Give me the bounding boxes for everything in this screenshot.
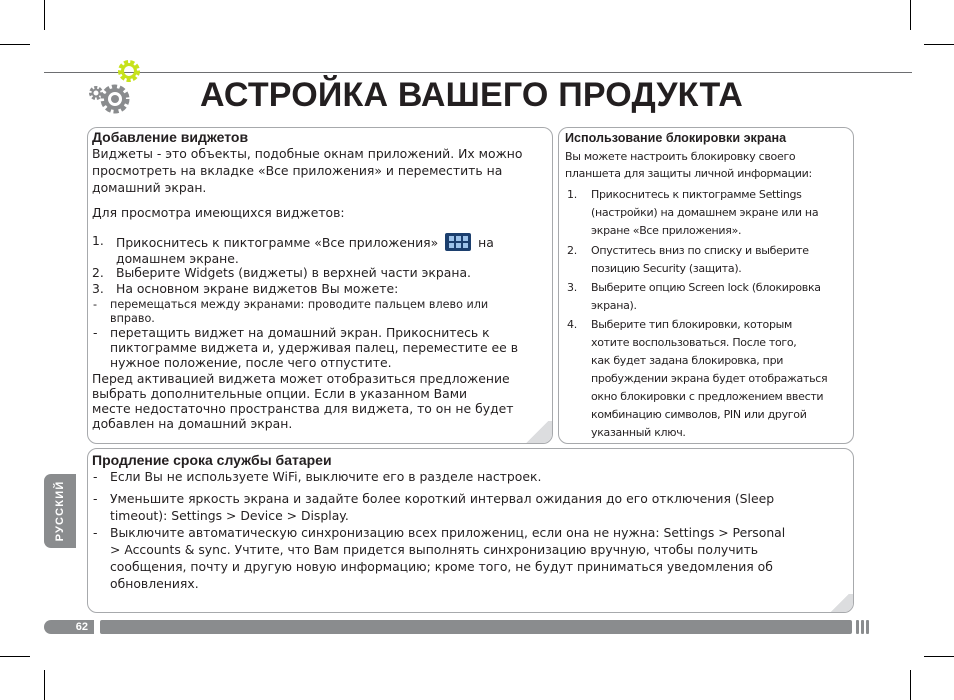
widgets-outro: Перед активацией виджета может отобразиться предложение выбрать дополнительные опции. Если в указанном Вами месте недостаточно пространства для виджета, то он не будет добавлен на домашний экран. — [92, 371, 514, 431]
footer-cap — [866, 620, 869, 634]
widgets-view-prompt: Для просмотра имеющихся виджетов: — [92, 205, 345, 220]
widgets-section: Добавление виджетов Виджеты - это объекты, подобные окнам приложений. Их можно просмотреть на вкладке «Все приложения» и переместить на домашний экран. Для просмотра имеющихся виджетов: 1. Прикоснитесь к пиктограмме «Все приложения» на домашнем экране. 2. Выберите Widgets (виджеты) в верхней части экрана. 3. На основном экране виджетов Вы можете: - перемещаться между экранами: проводите пальцем влево или вправо. - перетащить виджет на домашний экран. Прикоснитесь к пиктограмме виджета и, удерживая палец, переместите ее в нужное положение, после чего отпустите. Перед активацией виджета может отобразиться предложение выбрать дополнительные опции. Если в указанном Вами месте недостаточно пространства для виджета, то он не будет добавлен на домашний экран. — [87, 127, 553, 444]
gray-gear-icon — [91, 87, 128, 111]
header-rule — [44, 72, 912, 73]
crop-mark — [0, 44, 30, 45]
widgets-intro: Виджеты - это объекты, подобные окнам приложений. Их можно просмотреть на вкладке «Все приложения» и переместить на домашний экран. — [92, 146, 523, 195]
lock-intro: Вы можете настроить блокировку своего планшета для защиты личной информации: — [565, 150, 812, 180]
footer-cap — [861, 620, 864, 634]
green-gear-icon — [120, 62, 138, 80]
page-title: АСТРОЙКА ВАШЕГО ПРОДУКТА — [200, 76, 744, 114]
crop-mark — [44, 670, 45, 700]
page-curl — [827, 594, 853, 612]
language-tab: РУССКИЙ — [44, 474, 76, 548]
all-apps-icon — [445, 233, 471, 251]
crop-mark — [0, 656, 30, 657]
lock-heading: Использование блокировки экрана — [565, 131, 787, 145]
crop-mark — [910, 0, 911, 30]
battery-section: Продление срока службы батареи - Если Вы не используете WiFi, выключите его в разделе настроек. - Уменьшите яркость экрана и задайте более короткий интервал ожидания до его отключения (Sleep timeout): Settings > Device > Display. - Выключите автоматическую синхронизацию всех приложениц, если она не нужна: Settings > Personal > Accounts & sync. Учтите, что Вам придется выполнять синхронизацию вручную, чтобы получить сообщения, почту и другую новую информацию; кроме того, не будут приниматься уведомления об обновлениях. — [87, 448, 854, 613]
crop-mark — [924, 44, 954, 45]
crop-mark — [924, 656, 954, 657]
battery-heading: Продление срока службы батареи — [92, 452, 332, 468]
crop-mark — [910, 670, 911, 700]
widgets-heading: Добавление виджетов — [92, 129, 249, 145]
page-curl — [522, 421, 552, 443]
crop-mark — [44, 0, 45, 30]
footer-cap — [856, 620, 859, 634]
page-number-tab — [44, 620, 94, 634]
footer-bar — [100, 620, 852, 634]
page-number: 62 — [75, 621, 88, 633]
screen-lock-section: Использование блокировки экрана Вы можете настроить блокировку своего планшета для защиты личной информации: 1. Прикоснитесь к пиктограмме Settings (настройки) на домашнем экране или на экране «Все приложения». 2. Опуститесь вниз по списку и выберите позицию Security (защита). 3. Выберите опцию Screen lock (блокировка экрана). 4. Выберите тип блокировки, которым хотите воспользоваться. После того, как будет задана блокировка, при пробуждении экрана будет отображаться окно блокировки с предложением ввести комбинацию символов, PIN или другой указанный ключ. — [558, 127, 854, 444]
gears-icon — [82, 56, 152, 118]
